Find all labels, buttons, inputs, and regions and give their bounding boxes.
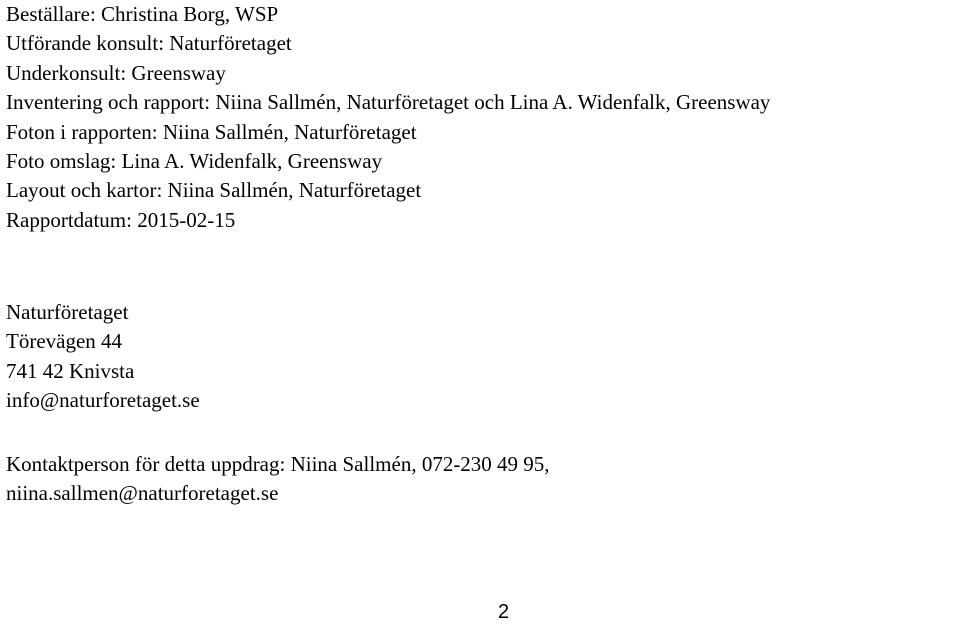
layout-line: Layout och kartor: Niina Sallmén, Naturföretaget (6, 178, 422, 203)
consultant-line: Utförande konsult: Naturföretaget (6, 31, 292, 56)
report-credits (6, 0, 770, 235)
street-address: Törevägen 44 (6, 329, 123, 354)
client-line: Beställare: Christina Borg, WSP (6, 2, 279, 26)
postal-address: 741 42 Knivsta (6, 358, 135, 383)
contact-email: niina.sallmen@naturforetaget.se (6, 481, 279, 506)
report-date-line: Rapportdatum: 2015-02-15 (6, 207, 236, 232)
photos-line: Foton i rapporten: Niina Sallmén, Naturföretaget (6, 119, 417, 144)
inventory-line: Inventering och rapport: Niina Sallmén, Naturföretaget och Lina A. Widenfalk, Greensway (6, 90, 771, 115)
page-number: 2 (498, 601, 510, 623)
contact-person (6, 450, 550, 509)
company-address (6, 298, 200, 416)
contact-line: Kontaktperson för detta uppdrag: Niina Sallmén, 072-230 49 95, (6, 452, 550, 476)
company-name: Naturföretaget (6, 300, 129, 324)
cover-photo-line: Foto omslag: Lina A. Widenfalk, Greensway (6, 149, 383, 174)
company-email: info@naturforetaget.se (6, 388, 200, 413)
subconsultant-line: Underkonsult: Greensway (6, 60, 226, 85)
